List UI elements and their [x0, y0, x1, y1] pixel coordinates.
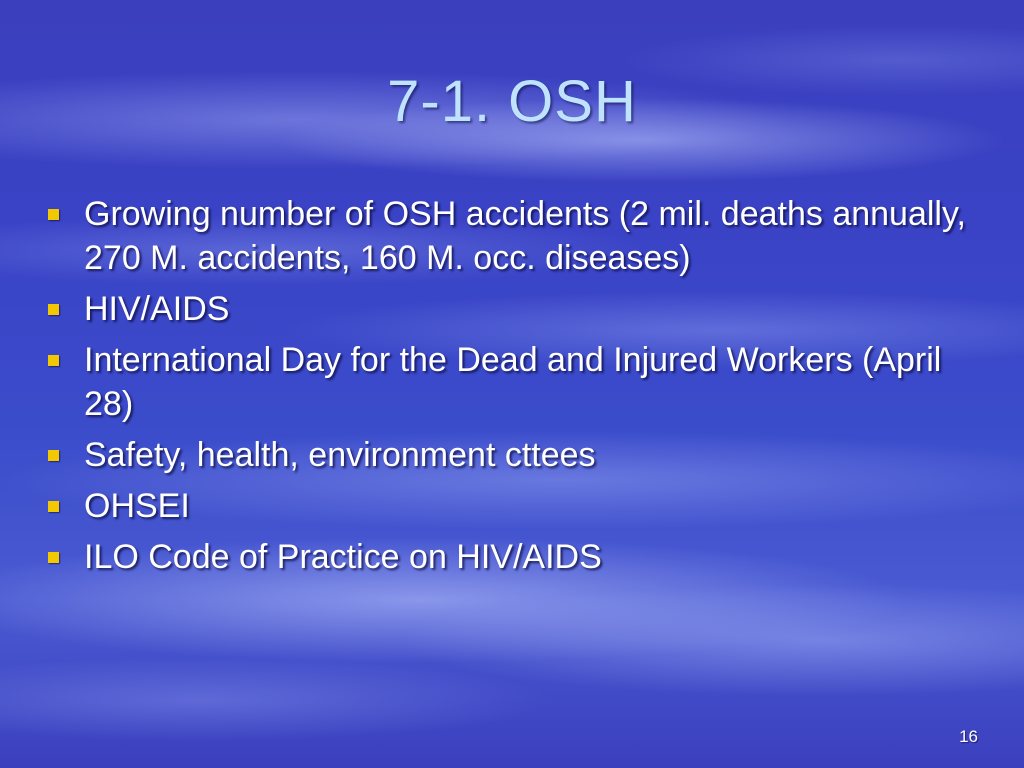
- bullet-list: [46, 192, 976, 586]
- bullet-item: [46, 287, 976, 331]
- square-bullet-icon: [48, 304, 59, 315]
- bullet-item: [46, 484, 976, 528]
- square-bullet-icon: [48, 552, 59, 563]
- bullet-item: [46, 192, 976, 280]
- slide-title: 7-1. OSH: [387, 69, 637, 134]
- bullet-text: ILO Code of Practice on HIV/AIDS: [84, 538, 602, 576]
- bullet-text: Growing number of OSH accidents (2 mil. deaths annually, 270 M. accidents, 160 M. occ. diseases): [84, 195, 966, 277]
- square-bullet-icon: [48, 209, 59, 220]
- bullet-item: [46, 535, 976, 579]
- page-number: 16: [959, 727, 978, 746]
- bullet-text: HIV/AIDS: [84, 290, 230, 328]
- square-bullet-icon: [48, 355, 59, 366]
- square-bullet-icon: [48, 450, 59, 461]
- bullet-text: OHSEI: [84, 487, 190, 525]
- bullet-item: [46, 338, 976, 426]
- bullet-text: Safety, health, environment cttees: [84, 436, 596, 474]
- bullet-item: [46, 433, 976, 477]
- bullet-text: International Day for the Dead and Injured Workers (April 28): [84, 341, 942, 423]
- square-bullet-icon: [48, 501, 59, 512]
